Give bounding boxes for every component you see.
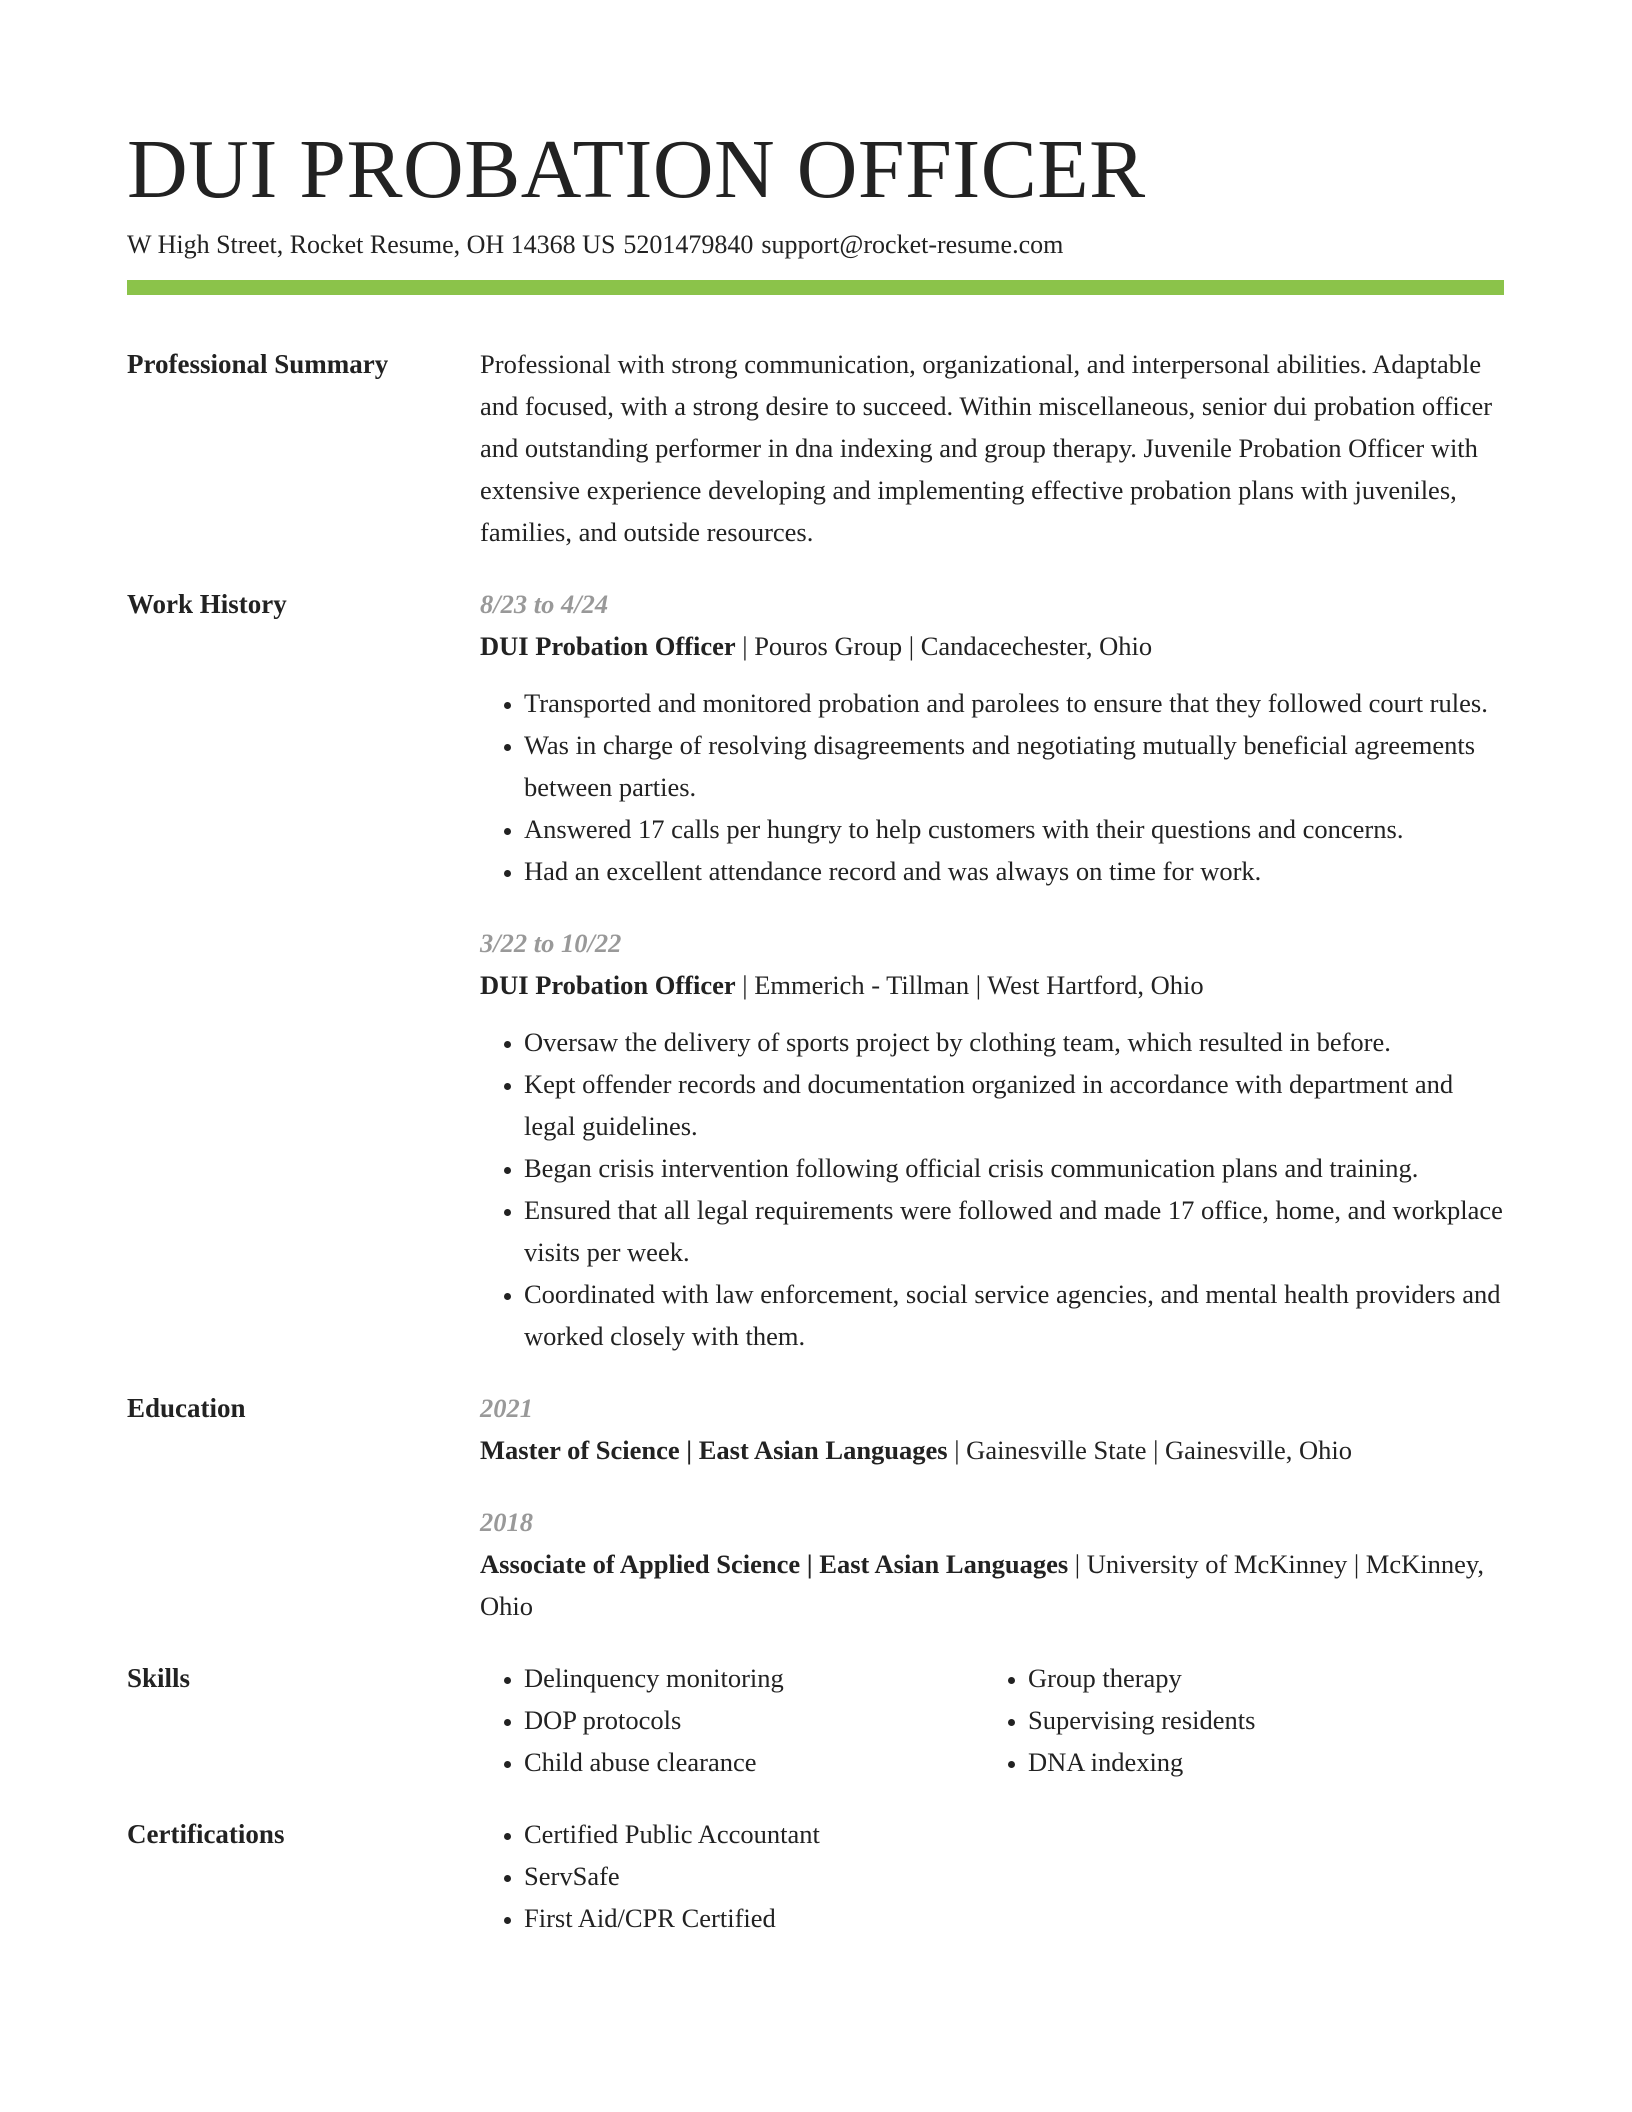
education-entry bbox=[480, 1387, 1504, 1471]
education-entry bbox=[480, 1501, 1504, 1627]
certifications-section bbox=[127, 1813, 1504, 1939]
education-year: 2018 bbox=[480, 1507, 533, 1537]
work-section bbox=[127, 583, 1504, 1357]
certifications-body bbox=[480, 1813, 1504, 1939]
job-heading bbox=[480, 964, 1504, 1006]
education-heading bbox=[480, 1429, 1504, 1471]
education-degree: Associate of Applied Science | East Asian Languages bbox=[480, 1549, 1069, 1579]
contact-address: W High Street, Rocket Resume, OH 14368 US bbox=[127, 230, 616, 259]
job-bullet: • Began crisis intervention following official crisis communication plans and training. bbox=[524, 1147, 1504, 1189]
summary-section bbox=[127, 343, 1504, 553]
section-title-summary: Professional Summary bbox=[127, 349, 389, 379]
job-details: | Emmerich - Tillman | West Hartford, Ohio bbox=[735, 970, 1204, 1000]
job-bullet: • Answered 17 calls per hungry to help customers with their questions and concerns. bbox=[524, 808, 1504, 850]
job-title: DUI Probation Officer bbox=[480, 970, 736, 1000]
job-bullet: • Was in charge of resolving disagreements and negotiating mutually beneficial agreements between parties. bbox=[524, 724, 1504, 808]
education-degree: Master of Science | East Asian Languages bbox=[480, 1435, 948, 1465]
education-section bbox=[127, 1387, 1504, 1627]
job-bullets bbox=[480, 1021, 1504, 1357]
skills-list-left bbox=[480, 1657, 984, 1783]
job-bullet: • Transported and monitored probation and parolees to ensure that they followed court rules. bbox=[524, 682, 1504, 724]
education-details: | University of McKinney | McKinney, Ohio bbox=[480, 1549, 1485, 1621]
job-bullet: • Ensured that all legal requirements were followed and made 17 office, home, and workplace visits per week. bbox=[524, 1189, 1504, 1273]
job-details: | Pouros Group | Candacechester, Ohio bbox=[735, 631, 1153, 661]
job-dates: 3/22 to 10/22 bbox=[480, 928, 622, 958]
section-title-education: Education bbox=[127, 1393, 246, 1423]
contact-phone: 5201479840 bbox=[623, 230, 754, 259]
skill-item: • Child abuse clearance bbox=[524, 1741, 984, 1783]
resume-name: DUI PROBATION OFFICER bbox=[127, 123, 1146, 216]
education-list bbox=[480, 1387, 1504, 1627]
summary-text: Professional with strong communication, organizational, and interpersonal abilities. Adaptable and focused, with a strong desire to succeed. Within miscellaneous, senior dui probation officer and outstanding performer in dna indexing and group therapy. Juvenile Probation Officer with extensive experience developing and implementing effective probation plans with juveniles, families, and outside resources. bbox=[480, 349, 1493, 547]
job-bullet: • Kept offender records and documentation organized in accordance with department and legal guidelines. bbox=[524, 1063, 1504, 1147]
resume-page bbox=[127, 120, 1504, 1939]
skills-list-right bbox=[984, 1657, 1255, 1783]
job-bullet: • Had an excellent attendance record and was always on time for work. bbox=[524, 850, 1504, 892]
skill-item: • Group therapy bbox=[1028, 1657, 1255, 1699]
work-list bbox=[480, 583, 1504, 1357]
job-title: DUI Probation Officer bbox=[480, 631, 736, 661]
education-heading bbox=[480, 1543, 1504, 1627]
contact-line bbox=[127, 228, 1504, 262]
skills-section bbox=[127, 1657, 1504, 1783]
job-bullet: • Coordinated with law enforcement, social service agencies, and mental health providers and worked closely with them. bbox=[524, 1273, 1504, 1357]
certification-item: • First Aid/CPR Certified bbox=[524, 1897, 1504, 1939]
skill-item: • Delinquency monitoring bbox=[524, 1657, 984, 1699]
certification-item: • Certified Public Accountant bbox=[524, 1813, 1504, 1855]
certification-item: • ServSafe bbox=[524, 1855, 1504, 1897]
certifications-list bbox=[480, 1813, 1504, 1939]
job-bullet: • Oversaw the delivery of sports project by clothing team, which resulted in before. bbox=[524, 1021, 1504, 1063]
contact-email: support@rocket-resume.com bbox=[761, 230, 1064, 259]
section-title-skills: Skills bbox=[127, 1663, 191, 1693]
job-bullets bbox=[480, 682, 1504, 892]
skill-item: • DNA indexing bbox=[1028, 1741, 1255, 1783]
section-title-work: Work History bbox=[127, 589, 287, 619]
job-entry bbox=[480, 922, 1504, 1357]
education-year: 2021 bbox=[480, 1393, 533, 1423]
skill-item: • DOP protocols bbox=[524, 1699, 984, 1741]
education-details: | Gainesville State | Gainesville, Ohio bbox=[947, 1435, 1352, 1465]
section-title-certifications: Certifications bbox=[127, 1819, 285, 1849]
skill-item: • Supervising residents bbox=[1028, 1699, 1255, 1741]
skills-columns bbox=[480, 1657, 1504, 1783]
job-heading bbox=[480, 625, 1504, 667]
header-divider bbox=[127, 280, 1504, 295]
job-dates: 8/23 to 4/24 bbox=[480, 589, 609, 619]
job-entry bbox=[480, 583, 1504, 892]
